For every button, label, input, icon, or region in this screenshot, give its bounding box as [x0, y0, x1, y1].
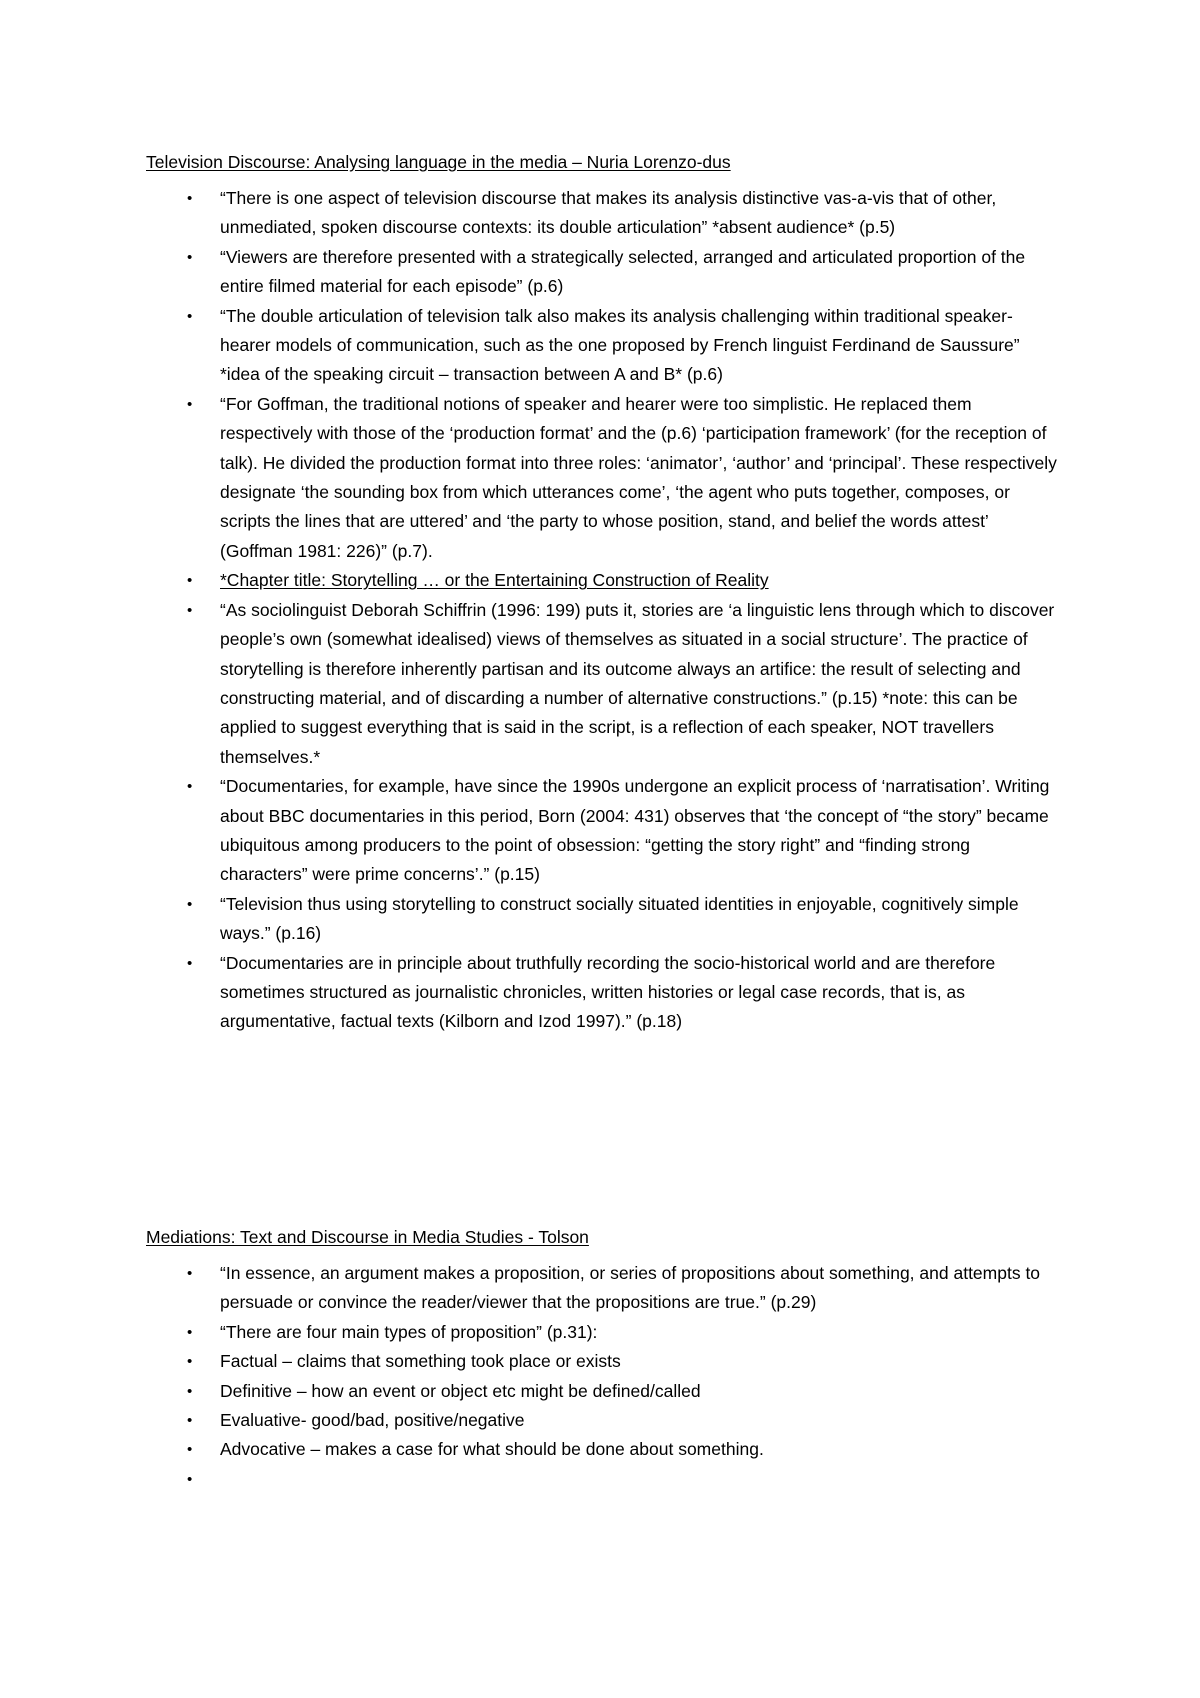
list-item	[146, 390, 1058, 566]
notes-list	[146, 1259, 1086, 1504]
bullet-icon: •	[187, 190, 193, 207]
list-item-text: Advocative – makes a case for what should be done about something.	[220, 1439, 764, 1460]
bullet-icon: •	[187, 601, 193, 619]
bullet-icon: •	[187, 395, 193, 413]
list-item	[146, 949, 1058, 1037]
list-item	[146, 243, 1058, 302]
bullet-icon: •	[187, 954, 193, 972]
list-item-text: “Viewers are therefore presented with a strategically selected, arranged and articulated proportion of the entire filmed material for each episode” (p.6)	[220, 246, 1026, 297]
bullet-icon: •	[187, 1412, 193, 1430]
list-item	[146, 1377, 1058, 1406]
list-item	[146, 1259, 1058, 1318]
bullet-icon: •	[187, 307, 193, 325]
notes-list	[146, 184, 1086, 1037]
list-item	[146, 596, 1058, 772]
list-item	[146, 1347, 1058, 1376]
list-item	[146, 1406, 1058, 1435]
bullet-icon: •	[187, 572, 193, 590]
chapter-title-text: *Chapter title: Storytelling … or the Entertaining Construction of Reality	[220, 570, 769, 591]
bullet-icon: •	[187, 778, 193, 796]
section-television-discourse	[146, 148, 1086, 1037]
bullet-icon: •	[187, 248, 193, 266]
list-item	[146, 566, 1058, 595]
bullet-icon: •	[187, 1441, 193, 1459]
list-item-text: “For Goffman, the traditional notions of speaker and hearer were too simplistic. He replaced them respectively with those of the ‘production format’ and the (p.6) ‘participation framework’ (for the reception of talk). He divided the production format into three roles: ‘animator’, ‘author’ and ‘principal’. These respectively designate ‘the sounding box from which utterances come’, ‘the agent who puts together, composes, or scripts the lines that are uttered’ and ‘the party to whose position, stand, and belief the words attest’ (Goffman 1981: 226)” (p.7).	[220, 393, 1057, 561]
list-item-text: “As sociolinguist Deborah Schiffrin (1996: 199) puts it, stories are ‘a linguistic lens through which to discover people’s own (somewhat idealised) views of themselves as situated in a social structure’. The practice of storytelling is therefore inherently partisan and its outcome always an artifice: the result of selecting and constructing material, and of discarding a number of alternative constructions.” (p.15) *note: this can be applied to suggest everything that is said in the script, is a reflection of each speaker, NOT travellers themselves.*	[220, 599, 1055, 767]
list-item-text: “Television thus using storytelling to construct socially situated identities in enjoyable, cognitively simple ways.” (p.16)	[220, 893, 1019, 944]
list-item-text: “In essence, an argument makes a proposition, or series of propositions about something, and attempts to persuade or convince the reader/viewer that the propositions are true.” (p.29)	[220, 1263, 1041, 1313]
list-item-text: Factual – claims that something took place or exists	[220, 1351, 621, 1372]
section-heading: Mediations: Text and Discourse in Media Studies - Tolson	[146, 1227, 589, 1247]
bullet-icon: •	[187, 1353, 193, 1371]
list-item-text: Evaluative- good/bad, positive/negative	[220, 1410, 525, 1431]
list-item-text: Definitive – how an event or object etc might be defined/called	[220, 1380, 701, 1401]
list-item	[146, 1435, 1058, 1464]
list-item	[146, 184, 1058, 243]
list-item-empty	[146, 1465, 1058, 1504]
list-item-text: “There is one aspect of television discourse that makes its analysis distinctive vas-a-vis that of other, unmediated, spoken discourse contexts: its double articulation” *absent audience* (p.5)	[220, 188, 997, 238]
list-item-text: “Documentaries, for example, have since the 1990s undergone an explicit process of ‘narratisation’. Writing about BBC documentaries in this period, Born (2004: 431) observes that ‘the concept of “the story” became ubiquitous among producers to the point of obsession: “getting the story right” and “finding strong characters” were prime concerns’.” (p.15)	[220, 776, 1050, 885]
bullet-icon: •	[187, 1323, 193, 1341]
bullet-icon: •	[187, 1470, 193, 1488]
bullet-icon: •	[187, 895, 193, 913]
section-heading: Television Discourse: Analysing language in the media – Nuria Lorenzo-dus	[146, 152, 731, 172]
list-item-text: “Documentaries are in principle about truthfully recording the socio-historical world and are therefore sometimes structured as journalistic chronicles, written histories or legal case records, that is, as argumentative, factual texts (Kilborn and Izod 1997).” (p.18)	[220, 952, 996, 1032]
list-item-text: “The double articulation of television talk also makes its analysis challenging within traditional speaker-hearer models of communication, such as the one proposed by French linguist Ferdinand de Saussure” *idea of the speaking circuit – transaction between A and B* (p.6)	[220, 305, 1020, 385]
list-item-text: “There are four main types of proposition” (p.31):	[220, 1321, 598, 1342]
list-item	[146, 890, 1058, 949]
section-mediations	[146, 1223, 1086, 1504]
bullet-icon: •	[187, 1265, 193, 1282]
list-item	[146, 302, 1058, 390]
list-item	[146, 1318, 1058, 1347]
list-item	[146, 772, 1058, 890]
bullet-icon: •	[187, 1382, 193, 1400]
